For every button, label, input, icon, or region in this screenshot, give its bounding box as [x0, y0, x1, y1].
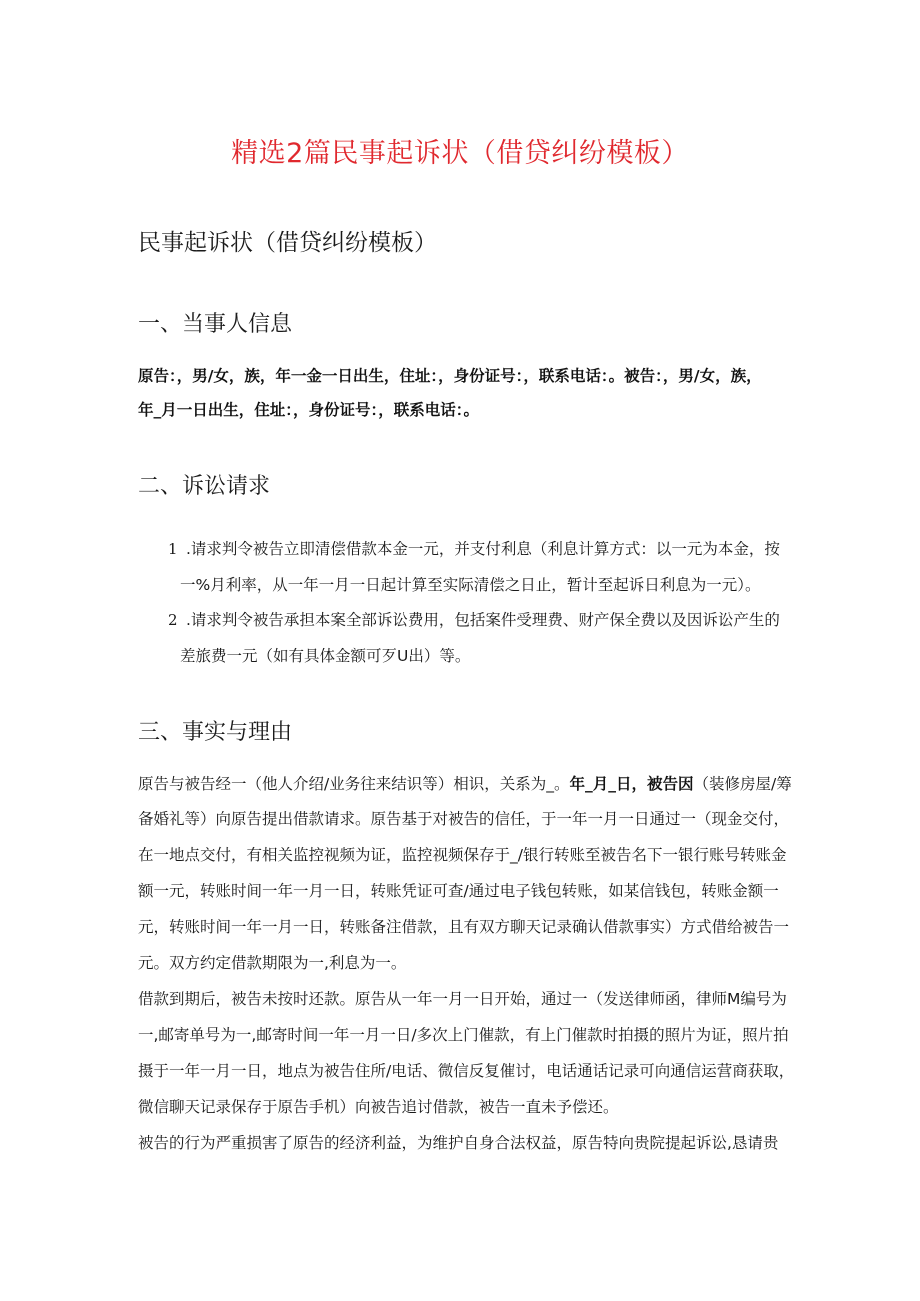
- claim-line: 差旅费一元（如有具体金额可歹U出）等。: [180, 647, 471, 665]
- facts-bold-text: 年_月_日，被告因: [569, 775, 694, 793]
- facts-line: 微信聊天记录保存于原告手机）向被告追讨借款，被告一直未予偿还。: [138, 1098, 619, 1116]
- facts-line: 额一元，转账时间一年一月一日，转账凭证可查/通过电子钱包转账，如某信钱包，转账金额一: [138, 882, 779, 900]
- claim-number: 2: [168, 611, 178, 629]
- section-heading-facts: 三、事实与理由: [138, 720, 293, 745]
- facts-line: 被告的行为严重损害了原告的经济利益，为维护自身合法权益，原告特向贵院提起诉讼,恳请贵: [138, 1134, 779, 1152]
- section-heading-claims: 二、诉讼请求: [138, 474, 271, 499]
- claim-number: 1: [168, 540, 178, 558]
- facts-line: 摄于一年一月一日，地点为被告住所/电话、微信反复催讨，电话通话记录可向通信运营商获取，: [138, 1062, 795, 1080]
- facts-line: 在一地点交付，有相关监控视频为证，监控视频保存于_/银行转账至被告名下一银行账号转账金: [138, 846, 787, 864]
- section-heading-parties: 一、当事人信息: [138, 312, 293, 337]
- facts-line: 借款到期后，被告未按时还款。原告从一年一月一日开始，通过一（发送律师函，律师M编号为: [138, 990, 787, 1008]
- facts-line: 备婚礼等）向原告提出借款请求。原告基于对被告的信任，于一年一月一日通过一（现金交付，: [138, 810, 790, 828]
- facts-text: 原告与被告经一（他人介绍/业务往来结识等）相识，关系为_。: [138, 775, 570, 793]
- facts-text: （装修房屋/筹: [693, 775, 792, 793]
- claim-line: 一%月利率，从一年一月一日起计算至实际清偿之日止，暂计至起诉日利息为一元）。: [180, 576, 761, 594]
- facts-line: 一,邮寄单号为一,邮寄时间一年一月一日/多次上门催款，有上门催款时拍摄的照片为证，照片拍: [138, 1026, 789, 1044]
- claim-line: .请求判令被告立即清偿借款本金一元，并支付利息（利息计算方式：以一元为本金，按: [186, 540, 780, 558]
- claim-line: .请求判令被告承担本案全部诉讼费用，包括案件受理费、财产保全费以及因诉讼产生的: [186, 611, 780, 629]
- parties-line: 年_月一日出生，住址：，身份证号：，联系电话：。: [138, 401, 480, 419]
- parties-line: 原告：，男/女，族，年一金一日出生，住址：，身份证号：，联系电话：。被告：，男/女，族，: [138, 367, 762, 385]
- facts-line: [138, 773, 798, 795]
- document-title: 精选2篇民事起诉状（借贷纠纷模板）: [231, 138, 689, 169]
- document-subtitle: 民事起诉状（借贷纠纷模板）: [138, 230, 437, 256]
- facts-line: 元，转账时间一年一月一日，转账备注借款，且有双方聊天记录确认借款事实）方式借给被告一: [138, 918, 790, 936]
- facts-line: 元。双方约定借款期限为一,利息为一。: [138, 954, 407, 972]
